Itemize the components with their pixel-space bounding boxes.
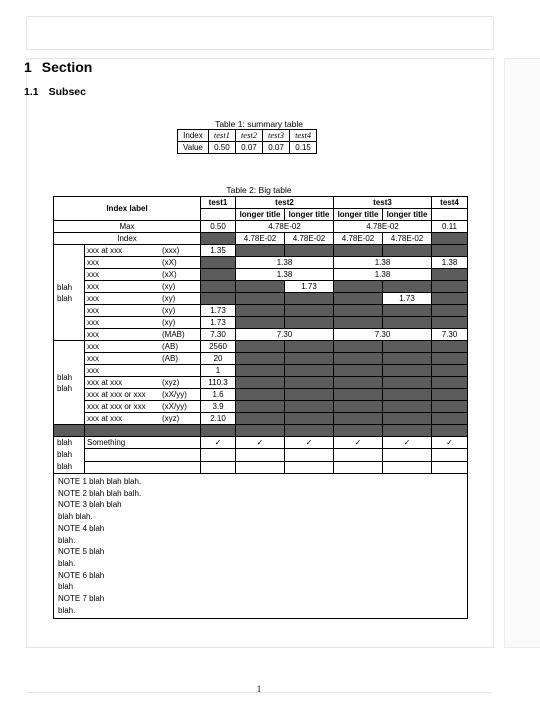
index-val-2: 4.78E-02 (285, 233, 334, 245)
group3-label: blah blah blah (54, 437, 85, 474)
table-row (54, 461, 468, 473)
cell-test1: 1.73 (201, 317, 236, 329)
table1-caption: Table 1: summary table (215, 119, 303, 129)
separator-row (54, 425, 468, 437)
summary-value-label: Value (178, 142, 209, 154)
table-row (54, 353, 468, 365)
row-label: xxx at xxx (xxx) (85, 245, 201, 257)
section-heading: 1 Section (24, 59, 93, 75)
row-label: xxx (MAB) (85, 329, 201, 341)
something-label: Something (85, 437, 201, 449)
header-test3: test3 (334, 197, 432, 209)
table-row (54, 245, 468, 257)
cell-test2: 1.38 (236, 269, 334, 281)
cell-test2: 7.30 (236, 329, 334, 341)
summary-value-row (178, 142, 317, 154)
page-number: 1 (256, 684, 262, 694)
table-row (54, 389, 468, 401)
table-row (54, 293, 468, 305)
longer-title-1: longer title (236, 209, 285, 221)
something-row (54, 437, 468, 449)
table-row (54, 329, 468, 341)
cell-test1: 3.9 (201, 401, 236, 413)
table-row (54, 341, 468, 353)
header-test1: test1 (201, 197, 236, 209)
next-page-preview (504, 58, 540, 648)
max-test1: 0.50 (201, 221, 236, 233)
big-table (53, 196, 468, 619)
cell-test1: 20 (201, 353, 236, 365)
table-row (54, 365, 468, 377)
cell-test1: 110.3 (201, 377, 236, 389)
group2-label: blah blah (54, 341, 85, 425)
summary-header-test1: test1 (208, 130, 235, 142)
index-val-3: 4.78E-02 (334, 233, 383, 245)
cell-test1: 2.10 (201, 413, 236, 425)
row-label: xxx (xy) (85, 293, 201, 305)
cell-test3: 7.30 (334, 329, 432, 341)
check-mark: ✓ (334, 437, 383, 449)
summary-header-test2: test2 (235, 130, 262, 142)
cell-test1: 2560 (201, 341, 236, 353)
row-label: xxx (xy) (85, 305, 201, 317)
check-mark: ✓ (201, 437, 236, 449)
summary-header-test4: test4 (290, 130, 317, 142)
row-label: xxx (xX) (85, 269, 201, 281)
notes-row (54, 474, 468, 619)
cell-test3: 1.38 (334, 269, 432, 281)
summary-header-row (178, 130, 317, 142)
row-label: xxx at xxx (xyz) (85, 413, 201, 425)
summary-value-test3: 0.07 (263, 142, 290, 154)
table-row (54, 257, 468, 269)
check-mark: ✓ (285, 437, 334, 449)
table-row (54, 305, 468, 317)
empty-cell (201, 209, 236, 221)
shaded-cell (432, 233, 468, 245)
summary-table (177, 129, 317, 154)
row-label: xxx at xxx or xxx (xX/yy) (85, 401, 201, 413)
cell-test1: 1.73 (201, 305, 236, 317)
table-row (54, 269, 468, 281)
table2-caption: Table 2: Big table (226, 185, 292, 195)
summary-value-test2: 0.07 (235, 142, 262, 154)
cell-test1: 7.30 (201, 329, 236, 341)
cell-test4: 1.38 (432, 257, 468, 269)
row-label: xxx (xX) (85, 257, 201, 269)
max-row (54, 221, 468, 233)
cell-test1: 1 (201, 365, 236, 377)
group1-label: blah blah (54, 245, 85, 341)
subsection-heading: 1.1 Subsec (24, 86, 86, 98)
index-val-1: 4.78E-02 (236, 233, 285, 245)
index-val-4: 4.78E-02 (383, 233, 432, 245)
max-test3: 4.78E-02 (334, 221, 432, 233)
table-row (54, 449, 468, 461)
table-row (54, 413, 468, 425)
cell-test4: 7.30 (432, 329, 468, 341)
notes: NOTE 1 blah blah blah. NOTE 2 blah blah balh. NOTE 3 blah blah blah blah. NOTE 4 blah blah. NOTE 5 blah blah. NOTE 6 blah blah NOTE 7 blah blah. (54, 474, 468, 619)
max-label: Max (54, 221, 201, 233)
check-mark: ✓ (383, 437, 432, 449)
row-label: xxx (AB) (85, 341, 201, 353)
cell-test1: 1.35 (201, 245, 236, 257)
check-mark: ✓ (236, 437, 285, 449)
max-test4: 0.11 (432, 221, 468, 233)
summary-header-test3: test3 (263, 130, 290, 142)
index-row (54, 233, 468, 245)
row-label: xxx (xy) (85, 281, 201, 293)
cell-test3: 1.38 (334, 257, 432, 269)
table-row (54, 401, 468, 413)
table-row (54, 317, 468, 329)
cell-test1: 1.6 (201, 389, 236, 401)
cell-test3-b: 1.73 (383, 293, 432, 305)
row-label: xxx (AB) (85, 353, 201, 365)
table-row (54, 281, 468, 293)
header-test2: test2 (236, 197, 334, 209)
longer-title-2: longer title (285, 209, 334, 221)
row-label: xxx at xxx or xxx (xX/yy) (85, 389, 201, 401)
max-test2: 4.78E-02 (236, 221, 334, 233)
index-label: Index (54, 233, 201, 245)
summary-value-test1: 0.50 (208, 142, 235, 154)
header-test4: test4 (432, 197, 468, 209)
longer-title-3: longer title (334, 209, 383, 221)
row-label: xxx at xxx (xyz) (85, 377, 201, 389)
cell-test2: 1.38 (236, 257, 334, 269)
row-label: xxx (xy) (85, 317, 201, 329)
check-mark: ✓ (432, 437, 468, 449)
viewer-toolbar (26, 16, 494, 50)
index-label-header: Index label (54, 197, 201, 221)
row-label: xxx (85, 365, 201, 377)
cell-test2-b: 1.73 (285, 281, 334, 293)
summary-value-test4: 0.15 (290, 142, 317, 154)
longer-title-4: longer title (383, 209, 432, 221)
table-row (54, 377, 468, 389)
summary-header-index: Index (178, 130, 209, 142)
empty-cell (432, 209, 468, 221)
shaded-cell (201, 233, 236, 245)
big-header-row-1 (54, 197, 468, 209)
